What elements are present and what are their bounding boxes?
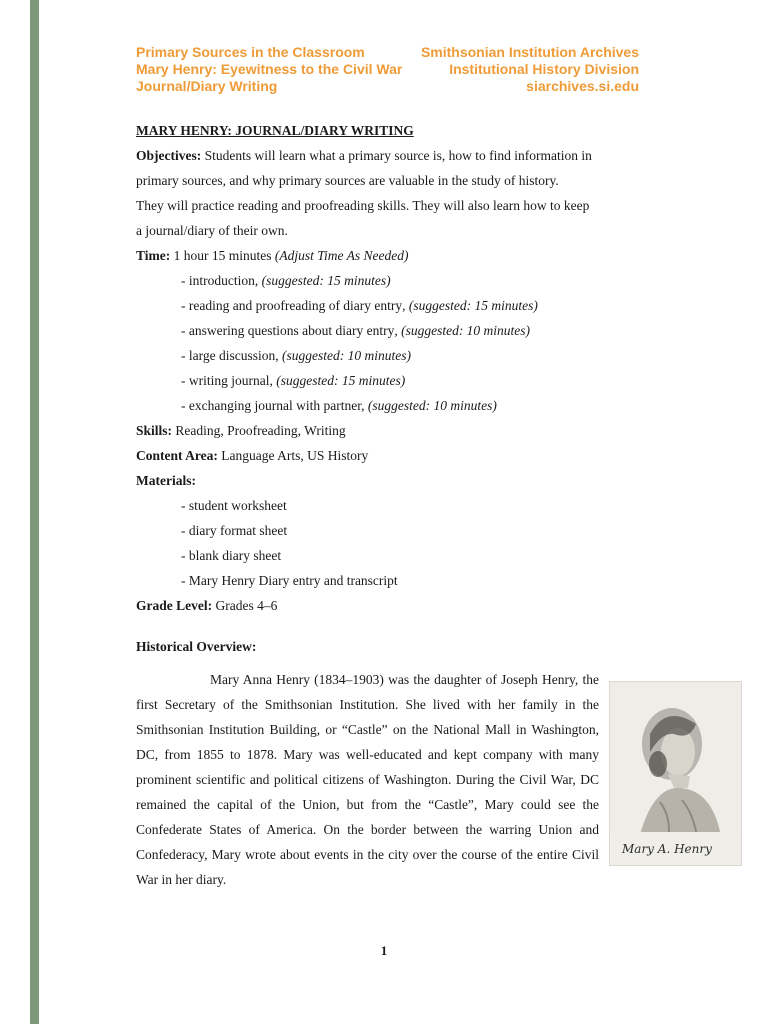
time-item-text: - answering questions about diary entry — [181, 323, 395, 338]
overview-paragraph: Mary Anna Henry (1834–1903) was the daughter of Joseph Henry, the first Secretary of the Smithsonian Institution. She lived with her family in the Smithsonian Institution Building, or “Castle” on the National Mall in Washington, DC, from 1855 to 1878. Mary was well-educated and kept company with many prominent scientific and political citizens of Washington. During the Civil War, DC remained the capital of the Union, but from the “Castle”, Mary could see the Confederate States of America. On the border between the warring Union and Confederacy, Mary wrote about events in the city over the course of the entire Civil War in her diary. — [136, 672, 599, 887]
time-item — [136, 368, 633, 393]
grade-level-line — [136, 593, 633, 618]
objectives-line-2: primary sources, and why primary sources are valuable in the study of history. — [136, 173, 559, 188]
time-item-note: , (suggested: 15 minutes) — [402, 298, 538, 313]
header-division: Institutional History Division — [449, 61, 639, 77]
time-item — [136, 343, 633, 368]
time-item-text: - introduction, — [181, 273, 262, 288]
materials-line — [136, 468, 633, 493]
spacer — [136, 618, 633, 634]
header-series: Primary Sources in the Classroom — [136, 44, 365, 60]
time-item — [136, 293, 633, 318]
objectives-label: Objectives: — [136, 148, 202, 163]
time-note: (Adjust Time As Needed) — [274, 248, 409, 263]
overview-heading: Historical Overview: — [136, 639, 257, 654]
header-left — [136, 44, 402, 95]
time-item-text: - exchanging journal with partner, — [181, 398, 368, 413]
objectives-line-1 — [136, 143, 633, 168]
content-area-line — [136, 443, 633, 468]
content-area-value: Language Arts, US History — [217, 448, 369, 463]
time-item-text: - reading and proofreading of diary entry — [181, 298, 403, 313]
header-institution: Smithsonian Institution Archives — [420, 44, 639, 60]
grade-level-value: Grades 4–6 — [212, 598, 278, 613]
skills-label: Skills: — [136, 423, 173, 438]
time-item-note: (suggested: 10 minutes) — [367, 398, 497, 413]
time-item-note: , (suggested: 10 minutes) — [394, 323, 531, 338]
time-item-note: (suggested: 10 minutes) — [282, 348, 411, 363]
time-line — [136, 243, 633, 268]
materials-label: Materials: — [136, 473, 196, 488]
objectives-line-3: They will practice reading and proofreading skills. They will also learn how to keep — [136, 198, 590, 213]
materials-item: - blank diary sheet — [181, 548, 282, 563]
lesson-content — [136, 118, 633, 659]
materials-item: - student worksheet — [181, 498, 287, 513]
time-item-note: (suggested: 15 minutes) — [276, 373, 406, 388]
portrait-signature: Mary A. Henry — [622, 842, 712, 856]
time-label: Time: — [136, 248, 171, 263]
header-right — [421, 44, 639, 95]
overview-section — [136, 667, 599, 892]
time-item — [136, 318, 633, 343]
lesson-title: MARY HENRY: JOURNAL/DIARY WRITING — [136, 123, 414, 138]
time-value: 1 hour 15 minutes — [170, 248, 275, 263]
time-item — [136, 268, 633, 293]
header-website: siarchives.si.edu — [526, 78, 639, 94]
left-margin-bar — [30, 0, 39, 1024]
overview-heading-line — [136, 634, 633, 659]
materials-item: - diary format sheet — [181, 523, 288, 538]
time-item-text: - writing journal, — [181, 373, 277, 388]
skills-value: Reading, Proofreading, Writing — [172, 423, 346, 438]
header-lesson-title: Journal/Diary Writing — [136, 78, 278, 94]
time-item — [136, 393, 633, 418]
page-number: 1 — [380, 943, 388, 958]
mary-henry-portrait — [609, 681, 742, 866]
header-unit-title: Mary Henry: Eyewitness to the Civil War — [136, 61, 403, 77]
materials-item: - Mary Henry Diary entry and transcript — [181, 573, 398, 588]
content-area-label: Content Area: — [136, 448, 218, 463]
objectives-text-1: Students will learn what a primary source is, how to find information in — [201, 148, 592, 163]
grade-level-label: Grade Level: — [136, 598, 213, 613]
objectives-line-4: a journal/diary of their own. — [136, 223, 288, 238]
time-item-note: (suggested: 15 minutes) — [261, 273, 391, 288]
portrait-image — [610, 682, 741, 865]
time-item-text: - large discussion, — [181, 348, 282, 363]
skills-line — [136, 418, 633, 443]
